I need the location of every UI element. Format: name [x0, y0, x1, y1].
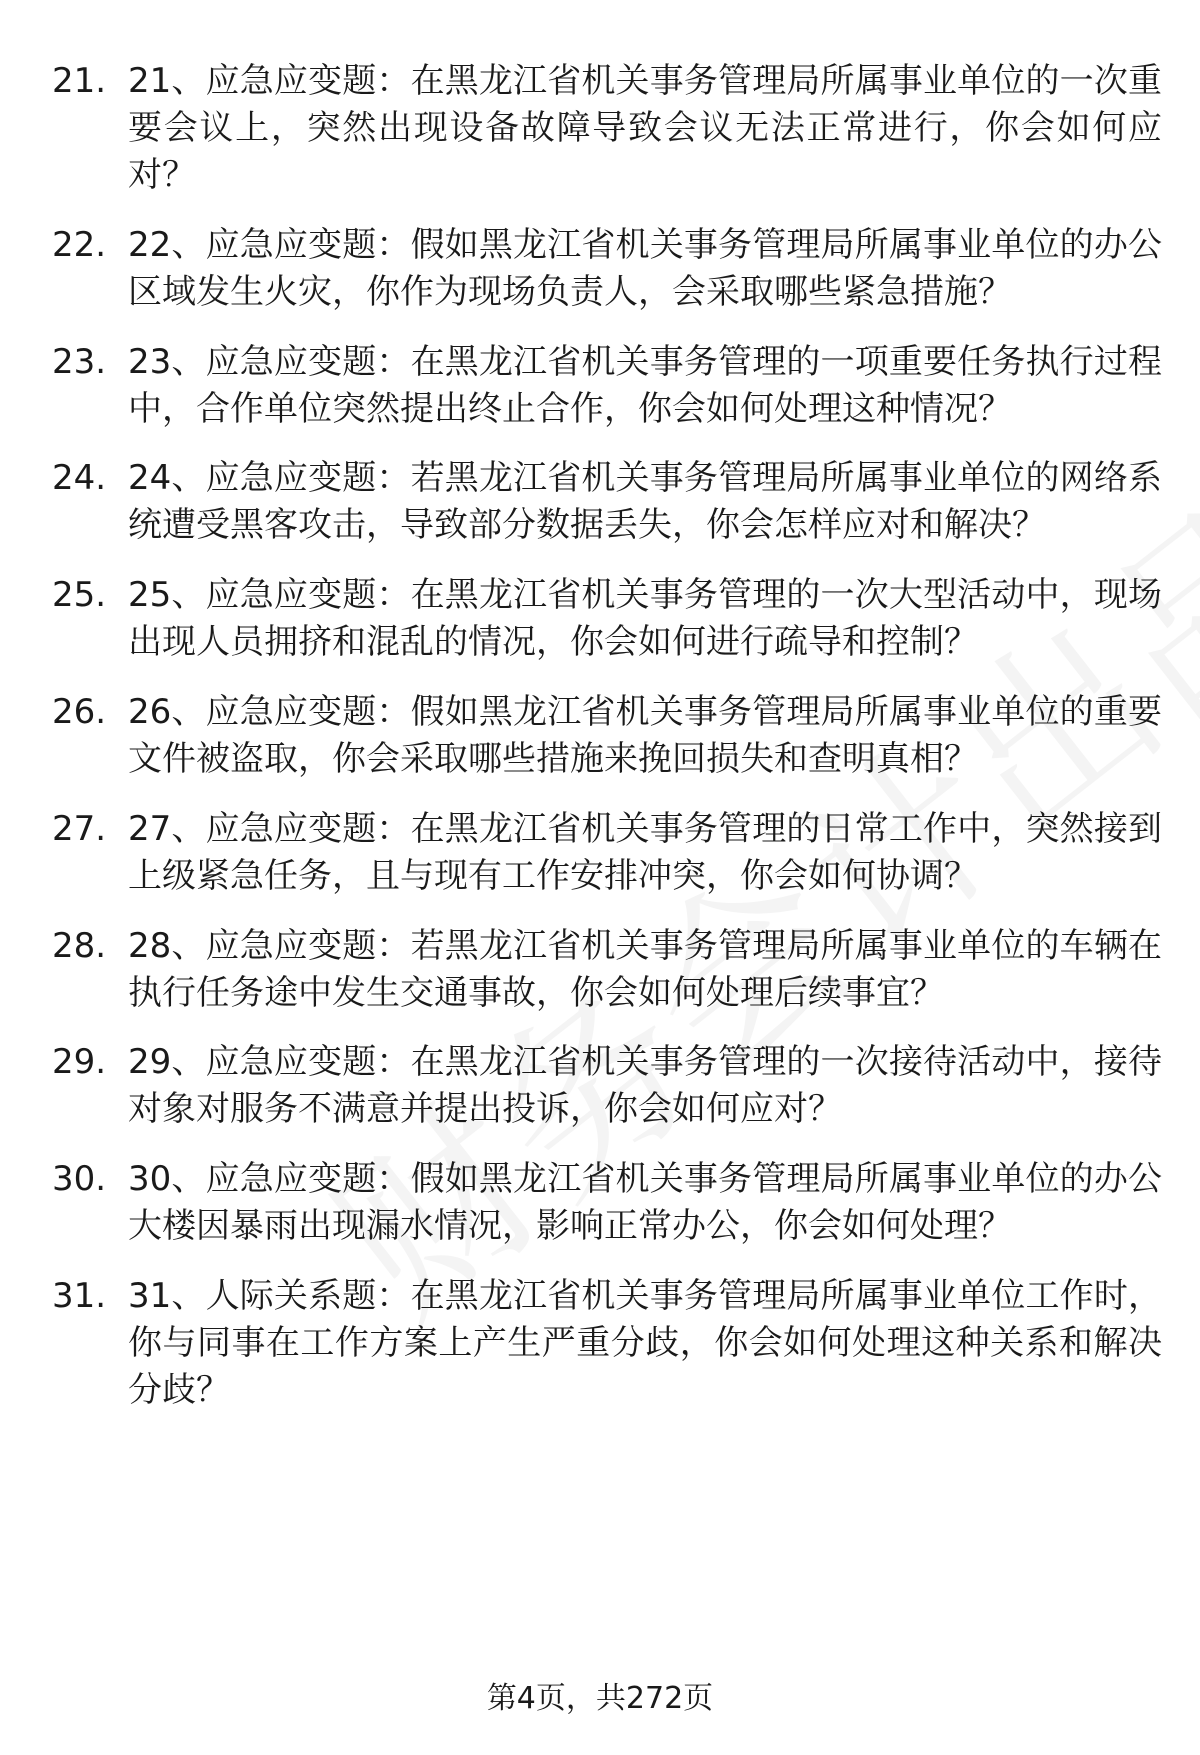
- question-item: [52, 339, 1162, 433]
- question-number: 28.: [52, 925, 107, 966]
- question-text: 28、应急应变题：若黑龙江省机关事务管理局所属事业单位的车辆在执行任务途中发生交通事故，你会如何处理后续事宜？: [128, 925, 1162, 1013]
- question-number: 22.: [52, 224, 107, 265]
- question-text: 26、应急应变题：假如黑龙江省机关事务管理局所属事业单位的重要文件被盗取，你会采取哪些措施来挽回损失和查明真相？: [128, 691, 1162, 779]
- question-item: [52, 455, 1162, 549]
- question-number: 25.: [52, 575, 107, 616]
- question-item: [52, 806, 1162, 900]
- question-item: [52, 1273, 1162, 1414]
- question-item: [52, 572, 1162, 666]
- question-number: 31.: [52, 1275, 107, 1316]
- question-item: [52, 1156, 1162, 1250]
- question-list: [52, 58, 1162, 1437]
- question-item: [52, 222, 1162, 316]
- question-number: 26.: [52, 691, 107, 732]
- question-item: [52, 689, 1162, 783]
- question-text: 30、应急应变题：假如黑龙江省机关事务管理局所属事业单位的办公大楼因暴雨出现漏水情况，影响正常办公，你会如何处理？: [128, 1159, 1162, 1247]
- question-text: 27、应急应变题：在黑龙江省机关事务管理的日常工作中，突然接到上级紧急任务，且与现有工作安排冲突，你会如何协调？: [128, 808, 1162, 896]
- question-text: 23、应急应变题：在黑龙江省机关事务管理的一项重要任务执行过程中，合作单位突然提出终止合作，你会如何处理这种情况？: [128, 341, 1162, 429]
- question-text: 29、应急应变题：在黑龙江省机关事务管理的一次接待活动中，接待对象对服务不满意并提出投诉，你会如何应对？: [128, 1042, 1162, 1130]
- question-text: 31、人际关系题：在黑龙江省机关事务管理局所属事业单位工作时，你与同事在工作方案上产生严重分歧，你会如何处理这种关系和解决分歧？: [128, 1275, 1162, 1410]
- question-text: 25、应急应变题：在黑龙江省机关事务管理的一次大型活动中，现场出现人员拥挤和混乱的情况，你会如何进行疏导和控制？: [128, 575, 1162, 663]
- question-item: [52, 1039, 1162, 1133]
- question-number: 21.: [52, 61, 107, 101]
- question-number: 29.: [52, 1042, 107, 1083]
- question-item: [52, 923, 1162, 1017]
- question-text: 22、应急应变题：假如黑龙江省机关事务管理局所属事业单位的办公区域发生火灾，你作为现场负责人，会采取哪些紧急措施？: [128, 224, 1162, 312]
- question-item: [52, 58, 1162, 199]
- question-number: 27.: [52, 808, 107, 849]
- question-number: 23.: [52, 341, 107, 382]
- question-number: 24.: [52, 458, 107, 499]
- question-number: 30.: [52, 1159, 107, 1200]
- question-text: 24、应急应变题：若黑龙江省机关事务管理局所属事业单位的网络系统遭受黑客攻击，导致部分数据丢失，你会怎样应对和解决？: [128, 458, 1162, 546]
- question-text: 21、应急应变题：在黑龙江省机关事务管理局所属事业单位的一次重要会议上，突然出现设备故障导致会议无法正常进行，你会如何应对？: [128, 61, 1162, 195]
- page-footer: 第4页，共272页: [486, 1681, 714, 1716]
